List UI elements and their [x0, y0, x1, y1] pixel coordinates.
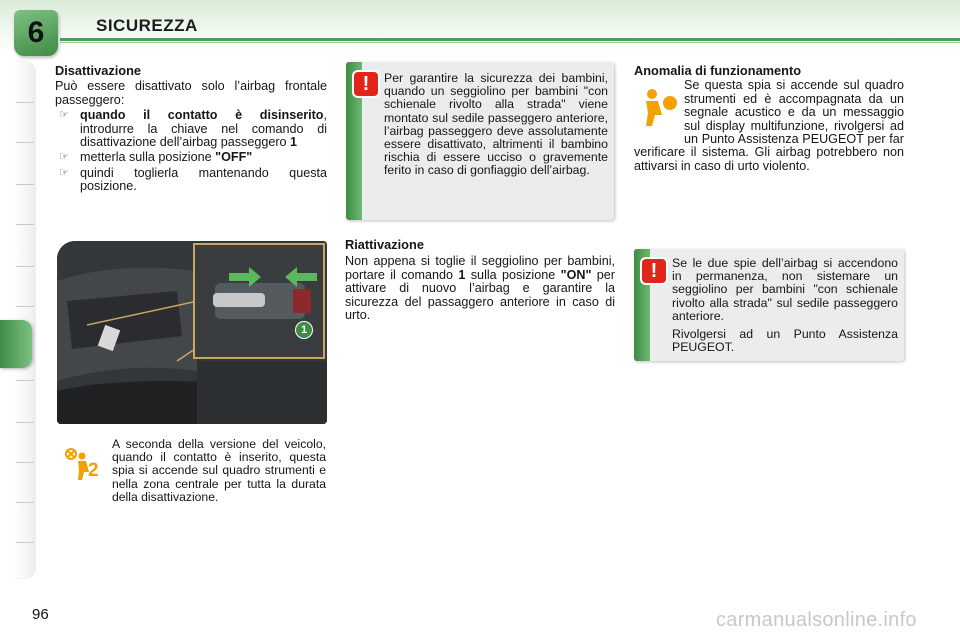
side-tab-divider — [16, 502, 34, 503]
malfunction-text: Se questa spia si accende sul quadro strumenti ed è accompagnata da un segnale acustico e da un messaggio sul display multifunzione, rivolgersi ad un Punto Assistenza PEUGEOT per far verificare il sistema. Gli airbag potrebbero non attivarsi in caso di urto violento. — [634, 78, 904, 173]
step-emphasis: quando il contatto è disinserito — [80, 108, 324, 123]
list-item — [55, 109, 327, 149]
side-tab-divider — [16, 542, 34, 543]
side-tab-divider — [16, 306, 34, 307]
warning-paragraph: Rivolgersi ad un Punto Assistenza PEUGEOT. — [672, 327, 898, 355]
child-seat-warning-box — [346, 62, 614, 220]
deactivation-section — [55, 64, 327, 196]
callout-badge — [295, 321, 313, 339]
airbag-warning-icon — [634, 79, 684, 145]
page-number: 96 — [32, 606, 49, 623]
list-item — [55, 151, 327, 164]
step-emphasis-tail: "OFF" — [215, 150, 253, 165]
deactivation-intro: Può essere disattivato solo l’airbag frontale passeggero: — [55, 79, 327, 107]
side-tab-divider — [16, 102, 34, 103]
airbag-off-indicator-icon — [62, 446, 104, 482]
pointing-hand-icon: ☞ — [59, 166, 69, 179]
airbag-lights-warning-text — [658, 257, 898, 354]
side-tab-divider — [16, 224, 34, 225]
reactivation-section — [345, 238, 615, 322]
malfunction-section — [634, 64, 904, 173]
reactivation-emphasis: 1 — [458, 267, 466, 282]
list-item — [55, 167, 327, 194]
child-seat-warning-text: Per garantire la sicurezza dei bambini, quando un seggiolino per bambini "con schienale rivolto alla strada" viene montato sul sedile passeggero anteriore, l’airbag passeggero deve assolutamente essere disattivato, altrimenti il bambino rischia di essere ucciso o gravemente ferito in caso di gonfiaggio dell’airbag. — [384, 71, 608, 178]
reactivation-emphasis: "ON" — [560, 267, 592, 282]
switch-closeup — [193, 243, 325, 359]
reactivation-text-part: sulla posizione — [465, 267, 561, 282]
warning-icon: ! — [642, 259, 666, 283]
reactivation-heading: Riattivazione — [345, 237, 424, 252]
step-text: metterla sulla posizione — [80, 150, 216, 165]
reactivation-text — [345, 255, 615, 322]
side-tab-divider — [16, 462, 34, 463]
side-tab-divider — [16, 380, 34, 381]
side-tab-divider — [16, 142, 34, 143]
reactivation-text-part: per attivare di nuovo l’airbag e garantire la sicurezza del passaggero anteriore in caso di urto. — [345, 267, 615, 323]
step-text: , introdurre la chiave nel comando di disattivazione dell’airbag passeggero — [80, 108, 327, 150]
page-title: SICUREZZA — [96, 16, 198, 35]
step-text: quindi toglierla mantenando questa posizione. — [80, 165, 327, 194]
airbag-switch-photo — [57, 241, 327, 424]
chapter-tab — [14, 10, 58, 56]
side-tab-divider — [16, 266, 34, 267]
deactivation-heading: Disattivazione — [55, 63, 142, 78]
airbag-lights-warning-box — [634, 249, 904, 361]
warning-icon: ! — [354, 72, 378, 96]
pointing-hand-icon: ☞ — [59, 109, 69, 122]
malfunction-heading: Anomalia di funzionamento — [634, 63, 802, 78]
header-rule — [60, 38, 960, 41]
callout-number: 1 — [300, 324, 308, 336]
watermark-text: carmanualsonline.info — [716, 609, 917, 631]
indicator-note-text: A seconda della versione del veicolo, quando il contatto è inserito, questa spia si accende sul quadro strumenti e nella zona centrale per tutta la durata della disattivazione. — [112, 437, 326, 504]
header-rule-thin — [60, 42, 960, 43]
chapter-number: 6 — [27, 16, 45, 49]
pointing-hand-icon: ☞ — [59, 151, 69, 164]
deactivation-steps — [55, 109, 327, 193]
side-tab-divider — [16, 422, 34, 423]
side-tab-active — [0, 320, 32, 368]
side-tab-divider — [16, 184, 34, 185]
warning-paragraph: Se le due spie dell’airbag si accendono in permanenza, non sistemare un seggiolino per bambini "con schienale rivolto alla strada" sul sedile passeggero anteriore. — [672, 256, 898, 323]
indicator-number: 2 — [88, 460, 99, 481]
step-emphasis-tail: 1 — [290, 135, 298, 150]
chapter-side-tabs — [0, 62, 36, 578]
reactivation-text-part: Non appena si toglie il seggiolino per bambini, portare il comando — [345, 254, 615, 282]
